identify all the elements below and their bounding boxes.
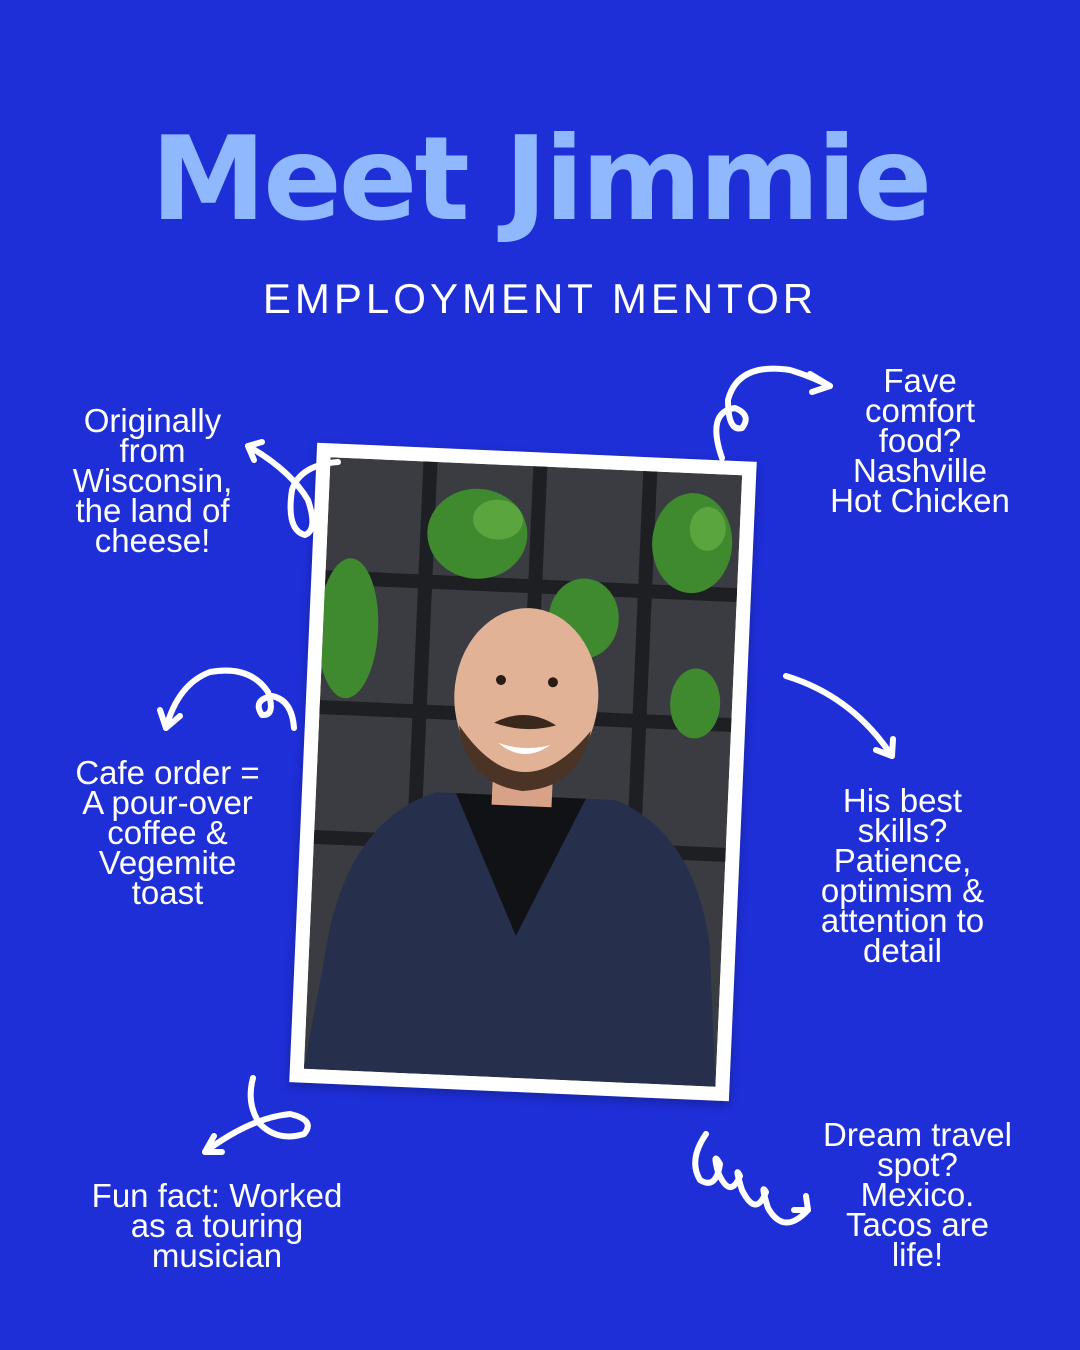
arrow-best-skills-icon bbox=[786, 676, 893, 756]
fact-fun-fact: Fun fact: Worked as a touring musician bbox=[91, 1177, 343, 1274]
fact-hometown: Originally from Wisconsin, the land of cheese! bbox=[72, 402, 233, 559]
fact-comfort-food: Fave comfort food? Nashville Hot Chicken bbox=[830, 362, 1010, 519]
fact-best-skills: His best skills? Patience, optimism & attention to detail bbox=[820, 782, 985, 969]
arrow-fun-fact-icon bbox=[205, 1078, 308, 1152]
fact-cafe-order: Cafe order = A pour-over coffee & Vegemite toast bbox=[75, 754, 260, 911]
job-title: EMPLOYMENT MENTOR bbox=[262, 275, 818, 322]
arrow-hometown-icon bbox=[248, 442, 338, 535]
page-title: Meet Jimmie bbox=[150, 112, 930, 247]
arrow-cafe-order-icon bbox=[160, 671, 294, 728]
fact-dream-travel: Dream travel spot? Mexico. Tacos are life! bbox=[823, 1116, 1012, 1273]
arrow-dream-travel-icon bbox=[695, 1134, 808, 1223]
arrow-comfort-food-icon bbox=[716, 369, 830, 458]
